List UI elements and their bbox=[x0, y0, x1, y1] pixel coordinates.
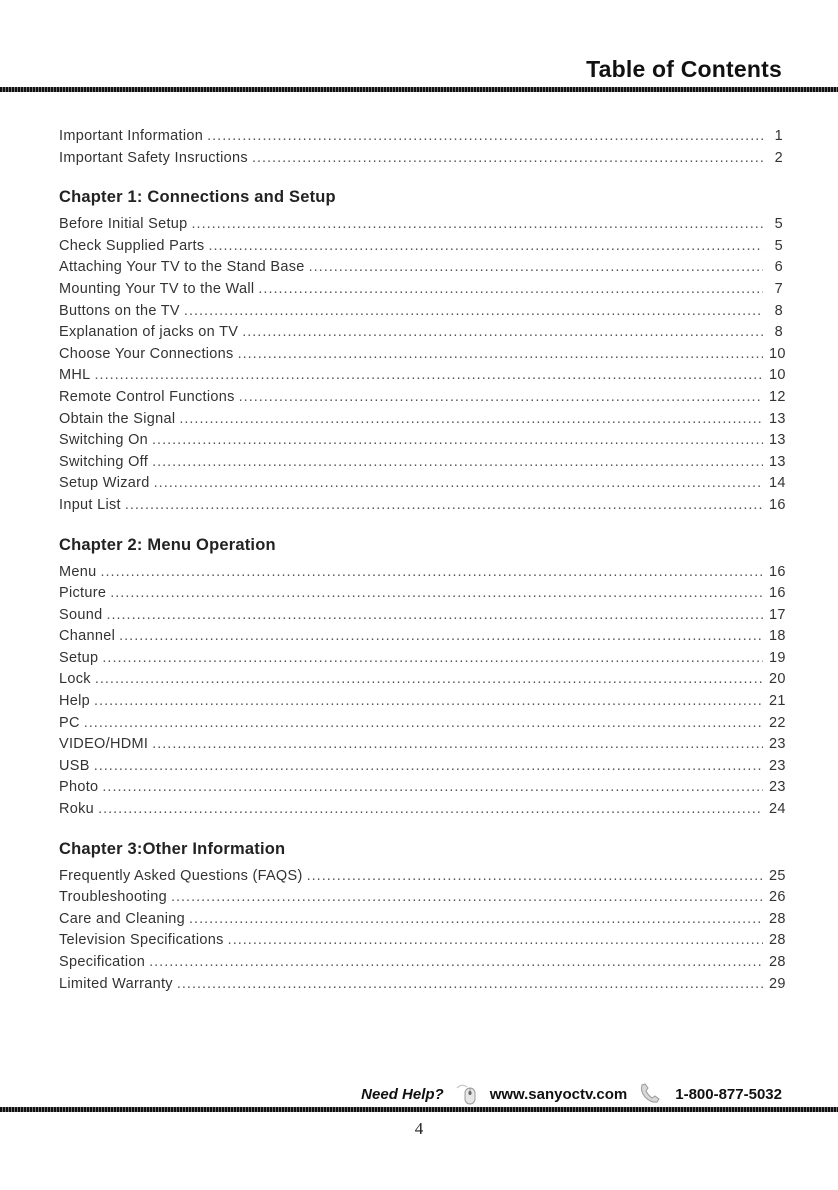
toc-entry-page: 28 bbox=[769, 954, 786, 970]
toc-entry-page: 10 bbox=[769, 367, 786, 384]
toc-entry[interactable] bbox=[59, 952, 786, 974]
toc-entry-label: Frequently Asked Questions (FAQS) bbox=[59, 867, 303, 884]
toc-entry[interactable] bbox=[59, 887, 786, 909]
toc-entry[interactable] bbox=[59, 691, 786, 713]
phone-icon bbox=[637, 1082, 665, 1106]
toc-entry[interactable] bbox=[59, 605, 786, 627]
dot-leader bbox=[102, 648, 763, 670]
dot-leader bbox=[179, 409, 763, 431]
dot-leader bbox=[252, 148, 763, 170]
phone-number[interactable]: 1-800-877-5032 bbox=[675, 1085, 782, 1103]
dot-leader bbox=[110, 583, 763, 605]
dot-leader bbox=[242, 322, 763, 344]
chapter-heading: Chapter 2: Menu Operation bbox=[59, 535, 276, 554]
toc-entry-label: Switching Off bbox=[59, 453, 149, 470]
dot-leader bbox=[171, 887, 763, 909]
toc-entry-page: 23 bbox=[769, 736, 786, 753]
dot-leader bbox=[94, 691, 763, 713]
toc-entry[interactable] bbox=[59, 713, 786, 735]
toc-entry-label: VIDEO/HDMI bbox=[59, 736, 149, 753]
toc-entry-label: Photo bbox=[59, 779, 99, 796]
toc-entry[interactable] bbox=[59, 734, 786, 756]
toc-entry-label: Remote Control Functions bbox=[59, 388, 235, 405]
dot-leader bbox=[154, 473, 763, 495]
toc-entry-label: Lock bbox=[59, 671, 91, 688]
toc-entry[interactable] bbox=[59, 301, 783, 323]
toc-entry[interactable] bbox=[59, 344, 786, 366]
toc-entry-label: Check Supplied Parts bbox=[59, 237, 205, 254]
toc-entry[interactable] bbox=[59, 409, 786, 431]
mouse-icon bbox=[454, 1082, 480, 1106]
toc-entry-page: 5 bbox=[774, 237, 783, 254]
header-rule bbox=[0, 87, 838, 92]
toc-entry-label: Care and Cleaning bbox=[59, 910, 186, 927]
toc-entry-label: Important Safety Insructions bbox=[59, 149, 248, 166]
toc-entry-page: 25 bbox=[769, 867, 786, 884]
toc-entry-page: 13 bbox=[769, 453, 786, 470]
toc-entry[interactable] bbox=[59, 495, 786, 517]
toc-entry-page: 16 bbox=[769, 585, 786, 602]
dot-leader bbox=[309, 257, 763, 279]
help-footer bbox=[361, 1082, 782, 1106]
toc-entry-label: Buttons on the TV bbox=[59, 302, 180, 319]
table-of-contents bbox=[59, 126, 786, 995]
toc-chapter-3 bbox=[59, 838, 786, 996]
toc-entry-label: Television Specifications bbox=[59, 932, 224, 949]
toc-entry-page: 2 bbox=[774, 149, 783, 166]
toc-entry[interactable] bbox=[59, 974, 786, 996]
toc-front-matter bbox=[59, 126, 783, 169]
toc-entry-label: Menu bbox=[59, 563, 97, 580]
toc-chapter-2 bbox=[59, 534, 786, 821]
toc-entry-page: 6 bbox=[774, 259, 783, 276]
dot-leader bbox=[189, 909, 763, 931]
toc-entry[interactable] bbox=[59, 777, 786, 799]
toc-entry[interactable] bbox=[59, 626, 786, 648]
toc-entry[interactable] bbox=[59, 866, 786, 888]
toc-entry-page: 26 bbox=[769, 889, 786, 906]
dot-leader bbox=[100, 562, 763, 584]
toc-entry[interactable] bbox=[59, 909, 786, 931]
toc-entry-label: MHL bbox=[59, 367, 91, 384]
dot-leader bbox=[149, 952, 763, 974]
toc-entry-page: 23 bbox=[769, 779, 786, 796]
toc-entry[interactable] bbox=[59, 799, 786, 821]
toc-entry-label: Important Information bbox=[59, 128, 204, 144]
toc-entry-page: 22 bbox=[769, 714, 786, 731]
toc-entry[interactable] bbox=[59, 365, 786, 387]
page-title: Table of Contents bbox=[586, 56, 782, 82]
dot-leader bbox=[238, 344, 763, 366]
toc-chapter-1 bbox=[59, 186, 786, 516]
toc-entry-page: 21 bbox=[769, 693, 786, 710]
toc-entry-page: 13 bbox=[769, 410, 786, 427]
toc-entry-label: Specification bbox=[59, 954, 146, 970]
toc-entry[interactable] bbox=[59, 279, 783, 301]
toc-entry-label: Troubleshooting bbox=[59, 889, 167, 906]
toc-entry[interactable] bbox=[59, 257, 783, 279]
toc-entry-page: 18 bbox=[769, 628, 786, 645]
toc-entry[interactable] bbox=[59, 126, 783, 148]
toc-entry-page: 24 bbox=[769, 801, 786, 818]
toc-entry-label: Channel bbox=[59, 628, 116, 645]
toc-entry-page: 1 bbox=[774, 128, 783, 144]
dot-leader bbox=[207, 126, 763, 148]
toc-entry[interactable] bbox=[59, 930, 786, 952]
dot-leader bbox=[152, 734, 763, 756]
dot-leader bbox=[152, 430, 763, 452]
dot-leader bbox=[228, 930, 763, 952]
toc-entry-page: 16 bbox=[769, 496, 786, 513]
toc-entry[interactable] bbox=[59, 583, 786, 605]
toc-entry-page: 7 bbox=[774, 280, 783, 297]
dot-leader bbox=[119, 626, 763, 648]
toc-entry-label: Choose Your Connections bbox=[59, 345, 234, 362]
dot-leader bbox=[258, 279, 763, 301]
dot-leader bbox=[106, 605, 763, 627]
toc-entry[interactable] bbox=[59, 236, 783, 258]
toc-entry-label: Before Initial Setup bbox=[59, 216, 188, 233]
toc-entry-page: 5 bbox=[774, 216, 783, 233]
dot-leader bbox=[102, 777, 763, 799]
toc-entry[interactable] bbox=[59, 669, 786, 691]
toc-entry-page: 10 bbox=[769, 345, 786, 362]
toc-entry[interactable] bbox=[59, 387, 786, 409]
dot-leader bbox=[208, 236, 763, 258]
toc-entry-label: Sound bbox=[59, 606, 103, 623]
dot-leader bbox=[152, 452, 763, 474]
toc-entry-page: 23 bbox=[769, 757, 786, 774]
toc-entry-label: Obtain the Signal bbox=[59, 410, 176, 427]
toc-entry-label: Setup Wizard bbox=[59, 475, 150, 492]
toc-entry[interactable] bbox=[59, 214, 783, 236]
toc-entry-page: 12 bbox=[769, 388, 786, 405]
dot-leader bbox=[95, 669, 763, 691]
dot-leader bbox=[98, 799, 763, 821]
toc-entry[interactable] bbox=[59, 322, 783, 344]
dot-leader bbox=[307, 866, 763, 888]
toc-entry-label: Setup bbox=[59, 649, 99, 666]
toc-entry-label: Roku bbox=[59, 801, 95, 818]
footer-rule bbox=[0, 1107, 838, 1112]
toc-entry-label: Mounting Your TV to the Wall bbox=[59, 280, 255, 297]
toc-entry-label: Attaching Your TV to the Stand Base bbox=[59, 259, 305, 276]
toc-entry-page: 28 bbox=[769, 910, 786, 927]
toc-entry-page: 16 bbox=[769, 563, 786, 580]
toc-entry-page: 13 bbox=[769, 432, 786, 449]
dot-leader bbox=[192, 214, 763, 236]
page-number: 4 bbox=[414, 1119, 424, 1138]
toc-entry-page: 14 bbox=[769, 475, 786, 492]
dot-leader bbox=[84, 713, 763, 735]
toc-entry-page: 20 bbox=[769, 671, 786, 688]
dot-leader bbox=[95, 365, 763, 387]
toc-entry-label: Explanation of jacks on TV bbox=[59, 324, 239, 341]
website-link[interactable]: www.sanyoctv.com bbox=[489, 1085, 628, 1103]
toc-entry-label: USB bbox=[59, 757, 90, 774]
toc-entry[interactable] bbox=[59, 473, 786, 495]
dot-leader bbox=[177, 974, 763, 996]
toc-entry-page: 29 bbox=[769, 975, 786, 992]
dot-leader bbox=[239, 387, 763, 409]
toc-entry-label: Input List bbox=[59, 496, 121, 513]
toc-entry-page: 19 bbox=[769, 649, 786, 666]
dot-leader bbox=[184, 301, 763, 323]
need-help-label: Need Help? bbox=[361, 1085, 444, 1103]
toc-entry[interactable] bbox=[59, 648, 786, 670]
toc-entry-label: PC bbox=[59, 714, 80, 731]
toc-entry-label: Switching On bbox=[59, 432, 149, 449]
toc-entry-page: 8 bbox=[774, 302, 783, 319]
toc-entry-page: 17 bbox=[769, 606, 786, 623]
dot-leader bbox=[94, 756, 763, 778]
toc-entry[interactable] bbox=[59, 430, 786, 452]
toc-entry[interactable] bbox=[59, 148, 783, 170]
chapter-heading: Chapter 1: Connections and Setup bbox=[59, 188, 336, 207]
toc-entry-label: Picture bbox=[59, 585, 107, 602]
chapter-heading: Chapter 3:Other Information bbox=[59, 839, 286, 858]
toc-entry[interactable] bbox=[59, 562, 786, 584]
dot-leader bbox=[125, 495, 763, 517]
toc-entry[interactable] bbox=[59, 756, 786, 778]
toc-entry-page: 28 bbox=[769, 932, 786, 949]
toc-entry-label: Limited Warranty bbox=[59, 975, 173, 992]
toc-entry-label: Help bbox=[59, 693, 91, 710]
toc-entry[interactable] bbox=[59, 452, 786, 474]
toc-entry-page: 8 bbox=[774, 324, 783, 341]
